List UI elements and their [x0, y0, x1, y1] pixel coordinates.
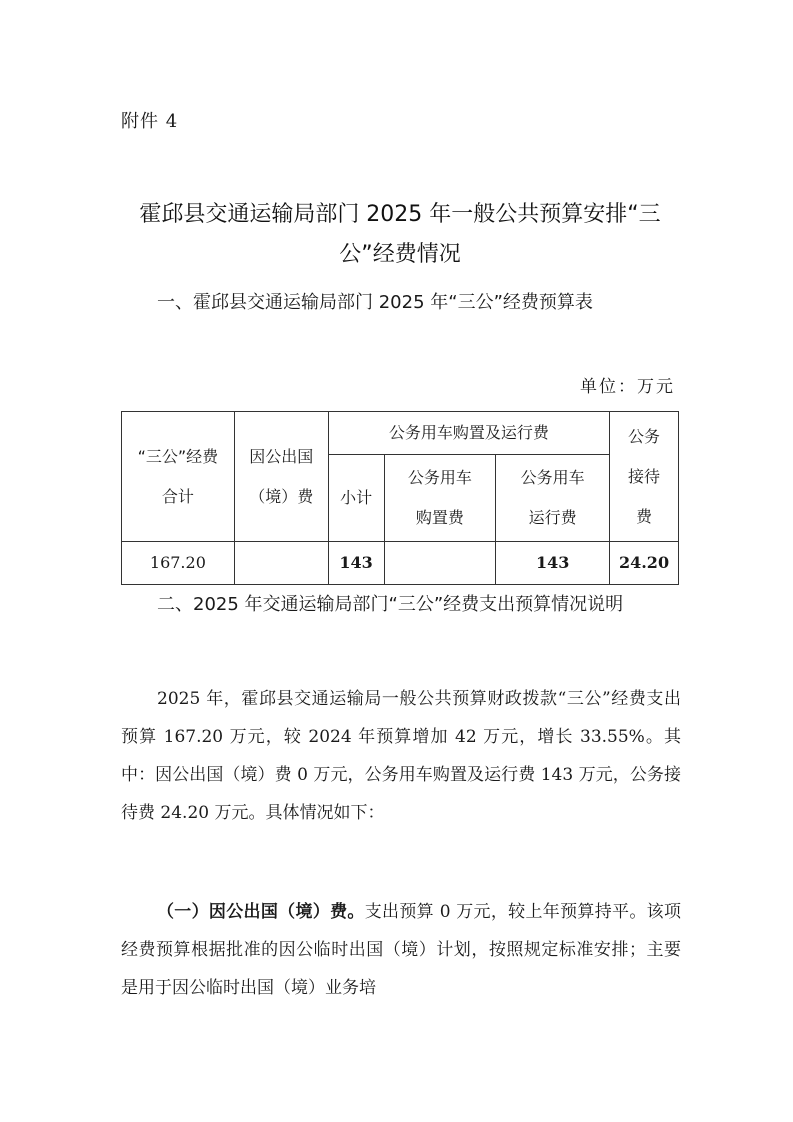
- attachment-label: 附件 4: [121, 111, 179, 132]
- cell-abroad: [234, 542, 328, 585]
- header-operation: 公务用车运行费: [496, 455, 610, 542]
- paragraph-abroad-lead: （一）因公出国（境）费。: [157, 902, 365, 922]
- paragraph-summary: 2025 年，霍邱县交通运输局一般公共预算财政拨款“三公”经费支出预算 167.20 万元，较 2024 年预算增加 42 万元，增长 33.55%。其中：因公出国（境）费 0 万元，公务用车购置及运行费 143 万元，公务接待费 24.20 万元。具体情况如下：: [121, 689, 681, 823]
- header-total: “三公”经费合计: [122, 412, 235, 542]
- section-1-heading: 一、霍邱县交通运输局部门 2025 年“三公”经费预算表: [157, 292, 593, 313]
- section-2-heading: 二、2025 年交通运输局部门“三公”经费支出预算情况说明: [157, 594, 624, 615]
- table-header-row: [122, 412, 679, 455]
- cell-total: 167.20: [122, 542, 235, 585]
- table-row: [122, 542, 679, 585]
- paragraph-abroad: [121, 893, 681, 1007]
- cell-purchase: [384, 542, 496, 585]
- cell-reception: 24.20: [610, 542, 679, 585]
- document-title: [110, 195, 690, 275]
- document-title-line-2: 公”经费情况: [339, 242, 461, 267]
- header-vehicle-group: 公务用车购置及运行费: [328, 412, 609, 455]
- cell-subtotal: 143: [328, 542, 384, 585]
- three-public-budget-table: [121, 411, 679, 585]
- header-reception: 公务接待费: [610, 412, 679, 542]
- unit-label: 单位：万元: [580, 377, 675, 397]
- cell-operation: 143: [496, 542, 610, 585]
- paragraph-abroad-text: 支出预算 0 万元，较上年预算持平。该项经费预算根据批准的因公临时出国（境）计划，按照规定标准安排；主要是用于因公临时出国（境）业务培: [121, 902, 681, 998]
- header-subtotal: 小计: [328, 455, 384, 542]
- document-title-line-1: 霍邱县交通运输局部门 2025 年一般公共预算安排“三: [139, 202, 661, 227]
- header-abroad: 因公出国（境）费: [234, 412, 328, 542]
- header-purchase: 公务用车购置费: [384, 455, 496, 542]
